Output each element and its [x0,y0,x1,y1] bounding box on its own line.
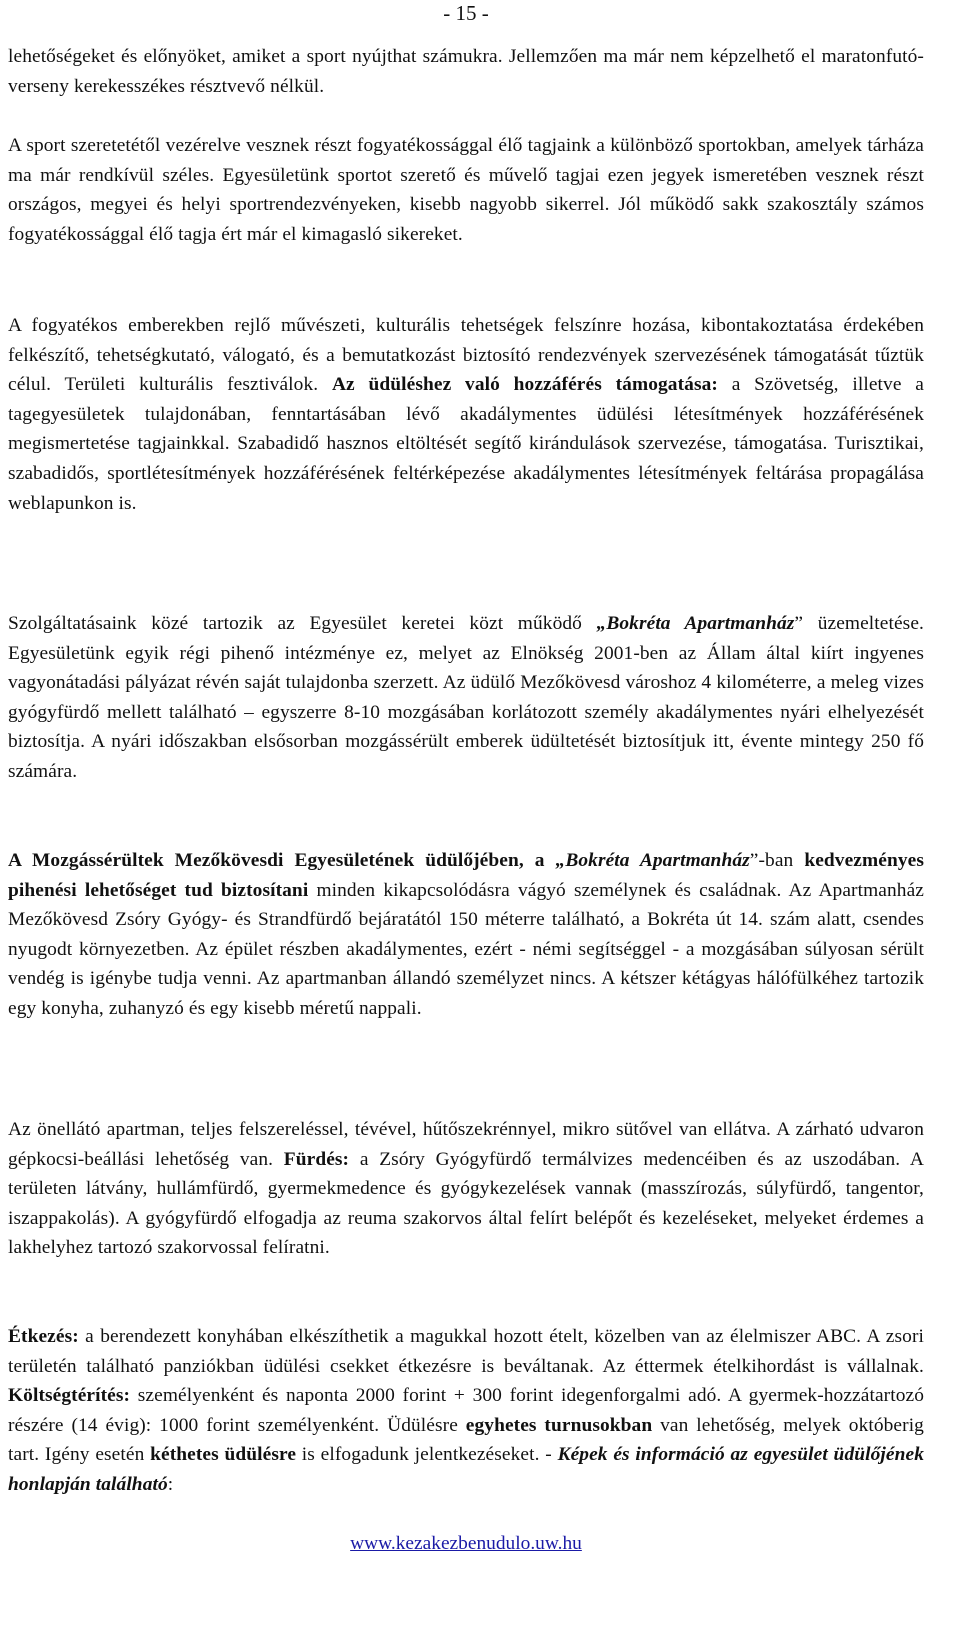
paragraph-meals-costs [8,1322,924,1500]
text-span: van lehetőség, melyek októberig tart. Igény esetén [8,1414,924,1466]
website-link-container [8,1529,924,1559]
text-span: Az önellátó apartman, teljes felszereléssel, tévével, hűtőszekrénnyel, mikro sütővel van ellátva. A zárható udvaron gépkocsi-beállási lehetőség van. [8,1119,924,1170]
bokreta-name: „Bokréta Apartmanház [555,850,750,871]
text-span: minden kikapcsolódásra vágyó személynek és családnak. Az Apartmanház Mezőkövesd Zsóry Gyógy- és Strandfürdő bejáratától 150 méterre található, a Bokréta út 14. szám alatt, csendes nyugodt környezetben. Az épület részben akadálymentes, ezért - némi segítséggel - a mozgásában súlyosan sérült vendég is igénybe tudja venni. Az apartmanban állandó személyzet nincs. A kétszer kétágyas hálófülkéhez tartozik egy konyha, zuhanyzó és egy kisebb méretű nappali. [8,879,924,1019]
holiday-access-heading: Az üdüléshez való hozzáférés támogatása: [331,374,718,396]
discount-highlight: kedvezményes pihenési lehetőséget tud biztosítani [8,850,924,901]
text-span: ” üzemeltetése. Egyesületünk egyik régi pihenő intézménye ez, melyet az Elnökség 2001-ben az Állam által kiírt ingyenes vagyonátadási pályázat révén saját tulajdonba szerzett. Az üdülő Mezőkövesd városhoz 4 kilométerre, a meleg vizes gyógyfürdő mellett található – egyszerre 8-10 mozgásában korlátozott személy akadálymentes nyári elhelyezését biztosítja. A nyári időszakban elsősorban mozgássérült emberek üdültetését biztosítjuk itt, évente mintegy 250 fő számára. [8,613,924,782]
association-heading: A Mozgássérültek Mezőkövesdi Egyesületének üdülőjében, a [8,850,556,871]
paragraph-sport-participation: A sport szeretetétől vezérelve vesznek részt fogyatékossággal élő tagjaink a különböző sportokban, amelyek tárháza ma már rendkívül széles. Egyesületünk sportot szerető és művelő tagjai ezen jegyek ismeretében vesznek részt országos, megyei és helyi sportrendezvényeken, kisebb nagyobb sikerrel. Jól működő sakk szakosztály számos fogyatékossággal élő tagja ért már el kimagasló sikereket. [8,135,924,245]
text-span: Szolgáltatásaink közé tartozik az Egyesület keretei közt működő [8,613,597,634]
text-span: A fogyatékos emberekben rejlő művészeti, kulturális tehetségek felszínre hozása, kibontakoztatása érdekében felkészítő, tehetségkutató, válogató, és a bemutatkozást biztosító rendezvények szervezésének támogatását tűztük célul. Területi kulturális fesztiválok. [8,315,924,396]
text-span: : [167,1473,174,1495]
weekly-turns-highlight: egyhetes turnusokban [465,1414,653,1436]
two-week-highlight: kéthetes üdülésre [150,1444,297,1466]
paragraph-culture-holiday-access [8,311,924,518]
website-link[interactable]: www.kezakezbenudulo.uw.hu [350,1533,582,1554]
website-info-note: Képek és információ az egyesület üdülőjének honlapján található [8,1444,924,1495]
paragraph-bokreta-description [8,846,924,1024]
paragraph-bokreta-services [8,609,924,787]
paragraph-apartment-bathing [8,1115,924,1263]
bokreta-name: „Bokréta Apartmanház [596,613,795,634]
text-span: is elfogadunk jelentkezéseket. - [296,1444,558,1466]
text-span: a berendezett konyhában elkészíthetik a magukkal hozott ételt, közelben van az élelmiszer ABC. A zsori területén található panziókban üdülési csekket étkezésre is beváltanak. Az éttermek ételkihordást is vállalnak. [8,1326,924,1377]
text-span: a Zsóry Gyógyfürdő termálvizes medencéiben és az uszodában. A területen látvány, hullámfürdő, gyermekmedence és gyógykezelések vannak (masszírozás, súlyfürdő, tangentor, iszappakolás). A gyógyfürdő elfogadja az reuma szakorvos által felírt belépőt és kezeléseket, melyeket érdemes a lakhelyhez tartozó szakorvossal felíratni. [8,1148,924,1259]
costs-heading: Költségtérítés: [8,1385,131,1407]
text-span: a Szövetség, illetve a tagegyesületek tulajdonában, fenntartásában lévő akadálymentes üdülési létesítmények hozzáférésének megismertetése tagjainkkal. Szabadidő hasznos eltöltését segítő kirándulások szervezése, támogatása. Turisztikai, szabadidős, sportlétesítmények hozzáférésének feltérképezése akadálymentes létesítmények feltárása propagálása weblapunkon is. [8,374,924,514]
meals-heading: Étkezés: [8,1326,79,1347]
text-span: ”-ban [749,850,805,871]
page-number: - 15 - [443,1,489,25]
text-span: személyenként és naponta 2000 forint + 300 forint idegenforgalmi adó. A gyermek-hozzátartozó részére (14 évig): 1000 forint személyenként. Üdülésre [8,1385,924,1436]
paragraph-sport-benefits: lehetőségeket és előnyöket, amiket a sport nyújthat számukra. Jellemzően ma már nem képzelhető el maratonfutó-verseny kerekesszékes résztvevő nélkül. [8,46,924,97]
bathing-heading: Fürdés: [283,1148,350,1170]
